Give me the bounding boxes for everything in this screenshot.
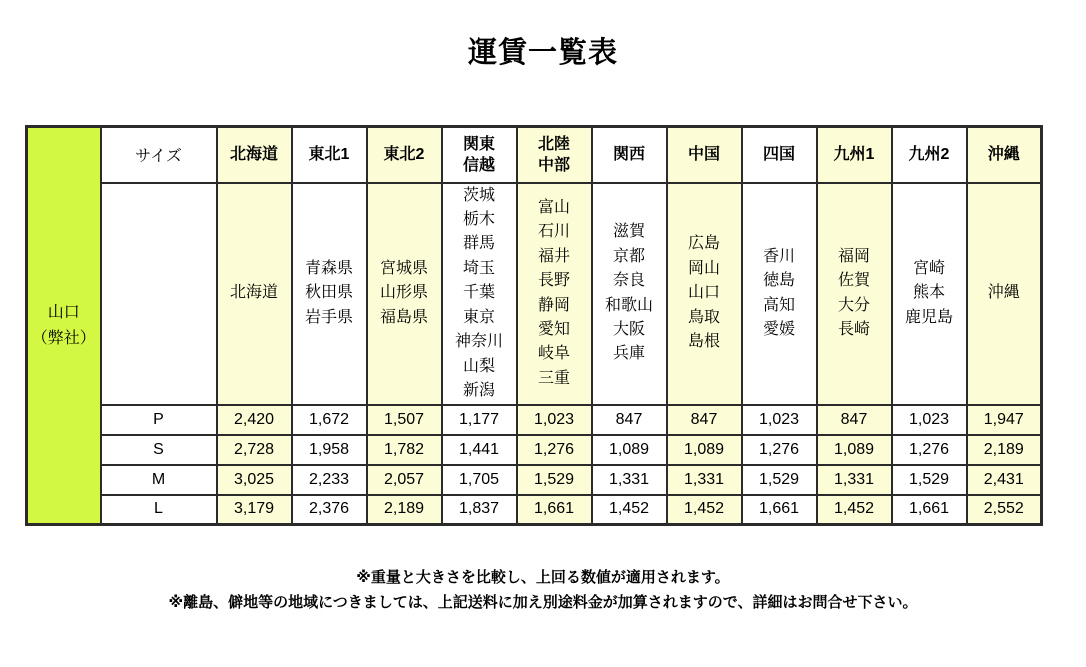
prefecture-name: 三重	[537, 369, 570, 387]
fee-cell: 1,837	[442, 495, 517, 525]
prefecture-cell	[517, 183, 592, 405]
prefecture-cell	[217, 183, 292, 405]
prefecture-name: 兵庫	[612, 345, 645, 363]
prefecture-name: 徳島	[762, 272, 795, 290]
fee-cell: 1,331	[817, 465, 892, 495]
prefecture-name: 青森県	[304, 259, 353, 277]
fee-cell: 1,089	[817, 435, 892, 465]
prefecture-name: 佐賀	[837, 272, 870, 290]
prefecture-name: 鳥取	[687, 308, 720, 326]
region-header	[592, 127, 667, 183]
prefecture-name: 埼玉	[462, 259, 495, 277]
prefecture-name: 高知	[762, 296, 795, 314]
origin-label-line: 山口	[47, 303, 80, 321]
prefecture-cell	[817, 183, 892, 405]
origin-cell	[27, 127, 101, 525]
header-row	[27, 127, 1042, 183]
region-header-line: 沖縄	[987, 146, 1020, 164]
fee-cell: 847	[592, 405, 667, 435]
fee-cell: 1,452	[592, 495, 667, 525]
fee-cell: 1,661	[742, 495, 817, 525]
fee-cell: 1,452	[667, 495, 742, 525]
prefecture-name: 長崎	[837, 320, 870, 338]
prefecture-cell	[442, 183, 517, 405]
prefecture-name: 大阪	[612, 320, 645, 338]
prefecture-name: 香川	[762, 247, 795, 265]
fee-cell: 1,529	[517, 465, 592, 495]
fee-cell: 1,276	[742, 435, 817, 465]
fee-cell: 1,331	[667, 465, 742, 495]
prefecture-cell	[667, 183, 742, 405]
prefecture-name: 北海道	[229, 284, 278, 302]
fee-cell: 1,529	[892, 465, 967, 495]
prefecture-name: 沖縄	[987, 284, 1020, 302]
prefecture-name: 奈良	[612, 272, 645, 290]
prefecture-name: 愛知	[537, 320, 570, 338]
notes	[0, 565, 1086, 615]
fee-cell: 1,529	[742, 465, 817, 495]
region-header-line: 中国	[687, 146, 720, 164]
prefecture-name: 新潟	[462, 381, 495, 399]
size-label: L	[101, 495, 217, 525]
fee-cell: 847	[667, 405, 742, 435]
prefecture-name: 群馬	[462, 235, 495, 253]
prefecture-name: 岡山	[687, 259, 720, 277]
prefecture-name: 鹿児島	[904, 308, 953, 326]
fee-cell: 1,089	[592, 435, 667, 465]
prefecture-name: 岩手県	[304, 308, 353, 326]
fee-cell: 3,179	[217, 495, 292, 525]
origin-label-line: （弊社）	[31, 329, 96, 347]
prefecture-name: 山口	[687, 284, 720, 302]
prefecture-row	[27, 183, 1042, 405]
page-title: 運賃一覧表	[467, 37, 618, 69]
note-weight-size: ※重量と大きさを比較し、上回る数値が適用されます。	[356, 569, 730, 586]
prefecture-name: 山形県	[379, 284, 428, 302]
region-header	[517, 127, 592, 183]
prefecture-name: 熊本	[912, 284, 945, 302]
region-header-line: 中部	[537, 156, 570, 174]
prefecture-name: 長野	[537, 272, 570, 290]
prefecture-cell	[892, 183, 967, 405]
prefecture-name: 和歌山	[604, 296, 653, 314]
fee-cell: 1,705	[442, 465, 517, 495]
size-label: M	[101, 465, 217, 495]
fee-cell: 1,452	[817, 495, 892, 525]
fee-cell: 1,782	[367, 435, 442, 465]
size-column-header: サイズ	[101, 127, 217, 183]
region-header	[892, 127, 967, 183]
fee-cell: 1,023	[742, 405, 817, 435]
prefecture-name: 福島県	[379, 308, 428, 326]
prefecture-name: 静岡	[537, 296, 570, 314]
region-header	[442, 127, 517, 183]
region-header-line: 北海道	[229, 146, 278, 164]
prefecture-name: 秋田県	[304, 284, 353, 302]
prefecture-name: 東京	[462, 308, 495, 326]
region-header	[667, 127, 742, 183]
prefecture-cell	[742, 183, 817, 405]
fee-cell: 1,177	[442, 405, 517, 435]
fee-row	[27, 465, 1042, 495]
region-header	[217, 127, 292, 183]
region-header-line: 信越	[462, 156, 495, 174]
prefecture-cell	[292, 183, 367, 405]
prefecture-name: 神奈川	[454, 333, 503, 351]
fee-cell: 2,728	[217, 435, 292, 465]
fee-cell: 1,331	[592, 465, 667, 495]
prefecture-name: 岐阜	[537, 345, 570, 363]
fare-table-body	[27, 127, 1042, 525]
fare-table	[25, 125, 1043, 526]
region-header-line: 東北1	[308, 146, 350, 164]
prefecture-name: 山梨	[462, 357, 495, 375]
region-header	[292, 127, 367, 183]
size-label: P	[101, 405, 217, 435]
prefecture-name: 富山	[537, 198, 570, 216]
region-header-line: 関西	[612, 146, 645, 164]
prefecture-name: 栃木	[462, 211, 495, 229]
prefecture-name: 宮城県	[379, 259, 428, 277]
fee-cell: 1,023	[892, 405, 967, 435]
fee-cell: 2,233	[292, 465, 367, 495]
fee-cell: 1,672	[292, 405, 367, 435]
fee-cell: 1,276	[892, 435, 967, 465]
region-header-line: 北陸	[537, 135, 570, 153]
fee-cell: 1,661	[892, 495, 967, 525]
prefecture-name: 滋賀	[612, 223, 645, 241]
fee-cell: 847	[817, 405, 892, 435]
region-header	[742, 127, 817, 183]
region-header-line: 四国	[762, 146, 795, 164]
region-header-line: 九州1	[833, 146, 875, 164]
size-label: S	[101, 435, 217, 465]
prefecture-cell	[367, 183, 442, 405]
fee-cell: 2,376	[292, 495, 367, 525]
fee-cell: 2,420	[217, 405, 292, 435]
fee-cell: 2,189	[367, 495, 442, 525]
prefecture-name: 福井	[537, 247, 570, 265]
region-header-line: 九州2	[908, 146, 950, 164]
fee-cell: 1,661	[517, 495, 592, 525]
fee-cell: 1,089	[667, 435, 742, 465]
prefecture-name: 京都	[612, 247, 645, 265]
fee-row	[27, 435, 1042, 465]
fee-row	[27, 405, 1042, 435]
fee-cell: 2,189	[967, 435, 1042, 465]
prefecture-name: 広島	[687, 235, 720, 253]
prefecture-name: 福岡	[837, 247, 870, 265]
note-remote-area: ※離島、僻地等の地域につきましては、上記送料に加え別途料金が加算されますので、詳細はお問合せ下さい。	[168, 594, 918, 611]
prefecture-cell	[592, 183, 667, 405]
region-header	[817, 127, 892, 183]
fee-cell: 1,276	[517, 435, 592, 465]
fee-row	[27, 495, 1042, 525]
prefecture-name: 石川	[537, 223, 570, 241]
fee-cell: 1,507	[367, 405, 442, 435]
prefecture-name: 大分	[837, 296, 870, 314]
prefecture-name: 島根	[687, 333, 720, 351]
region-header	[367, 127, 442, 183]
fee-cell: 2,057	[367, 465, 442, 495]
prefecture-name: 千葉	[462, 284, 495, 302]
region-header	[967, 127, 1042, 183]
prefecture-name: 愛媛	[762, 320, 795, 338]
fee-cell: 1,023	[517, 405, 592, 435]
prefecture-name: 宮崎	[912, 259, 945, 277]
fee-cell: 2,552	[967, 495, 1042, 525]
size-column-empty-cell	[101, 183, 217, 405]
region-header-line: 東北2	[383, 146, 425, 164]
fee-cell: 1,441	[442, 435, 517, 465]
prefecture-name: 茨城	[462, 186, 495, 204]
fee-cell: 1,947	[967, 405, 1042, 435]
fee-cell: 1,958	[292, 435, 367, 465]
region-header-line: 関東	[462, 135, 495, 153]
prefecture-cell	[967, 183, 1042, 405]
fee-cell: 2,431	[967, 465, 1042, 495]
fee-cell: 3,025	[217, 465, 292, 495]
